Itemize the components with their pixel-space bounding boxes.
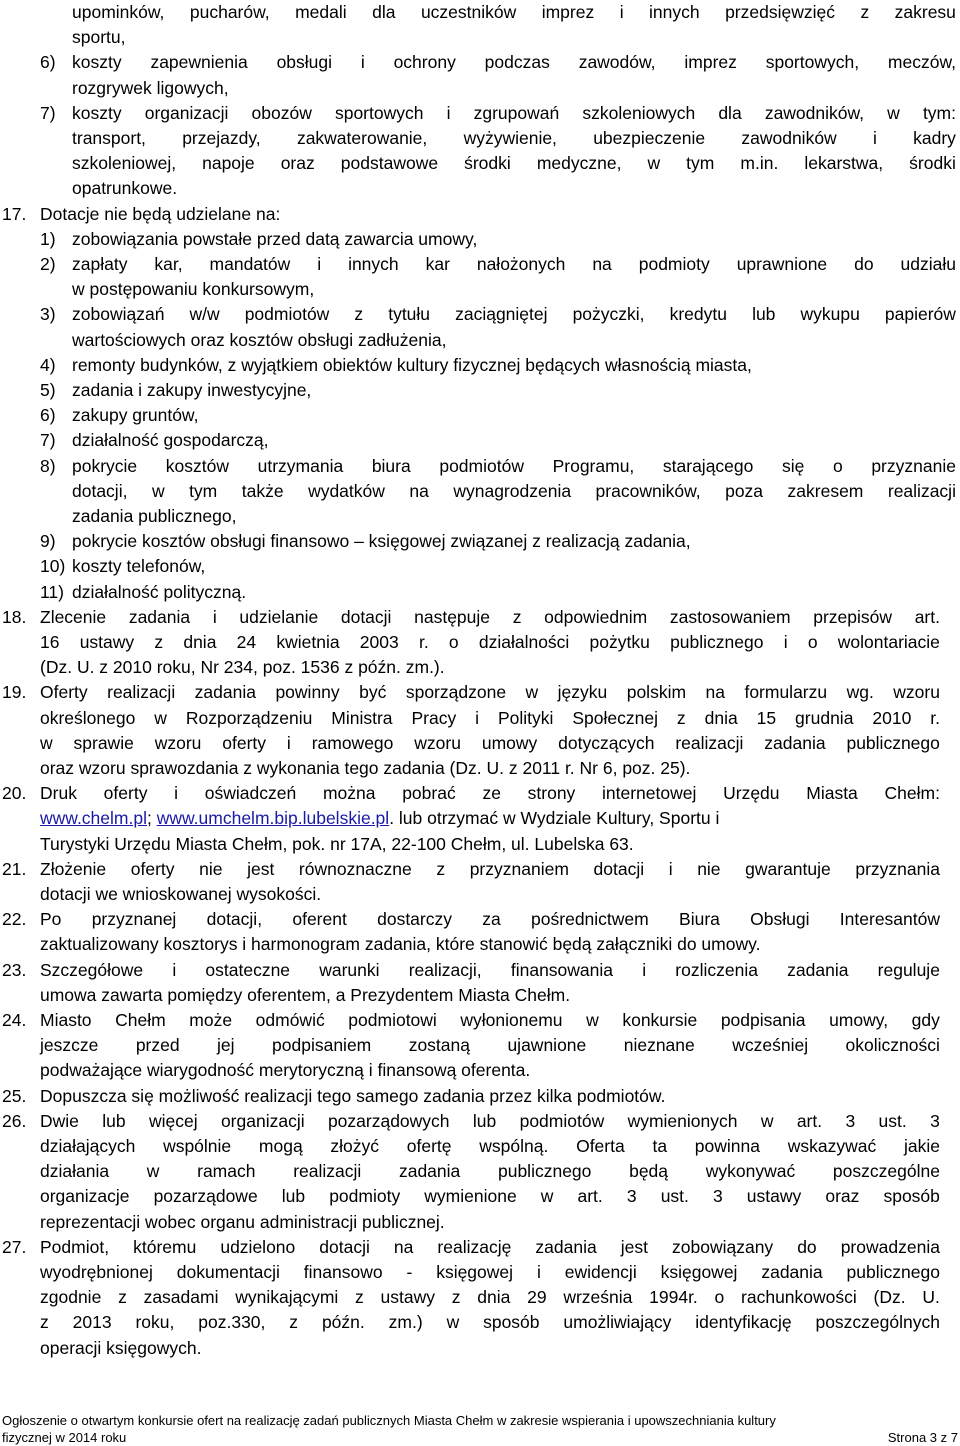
footer-year: fizycznej w 2014 roku — [2, 1430, 127, 1445]
list-item-text: koszty zapewnienia obsługi i ochrony podczas zawodów, imprez sportowych, meczów, — [72, 52, 956, 73]
section-text: Po przyznanej dotacji, oferent dostarczy za pośrednictwem Biura Obsługi Interesantów — [40, 909, 940, 930]
section-number: 24. — [2, 1010, 27, 1030]
list-item-text: działalność polityczną. — [72, 581, 247, 602]
list-item-text: sportu, — [72, 27, 126, 48]
section-text: Dotacje nie będą udzielane na: — [40, 203, 281, 224]
section-number: 23. — [2, 959, 27, 980]
list-item-text: zakupy gruntów, — [72, 405, 199, 426]
section-text: wyodrębnionej dokumentacji finansowo - księgowej i ewidencji księgowej zadania publicznego — [40, 1262, 940, 1282]
link-separator: ; — [146, 808, 157, 829]
list-item-text: pokrycie kosztów utrzymania biura podmiotów Programu, starającego się o przyznanie — [72, 455, 956, 476]
list-item-number: 7) — [40, 430, 56, 451]
section-text: (Dz. U. z 2010 roku, Nr 234, poz. 1536 z późn. zm.). — [40, 657, 445, 678]
section-text: w sprawie wzoru oferty i ramowego wzoru umowy dotyczących realizacji zadania publicznego — [40, 732, 940, 753]
list-item-number: 3) — [40, 304, 56, 325]
section-number: 19. — [2, 682, 27, 703]
list-item-number: 1) — [40, 228, 56, 249]
section-text: działania w ramach realizacji zadania publicznego będą wykonywać poszczególne — [40, 1161, 940, 1182]
list-item-text: dotacji, w tym także wydatków na wynagrodzenia pracowników, poza zakresem realizacji — [72, 480, 956, 501]
list-item-text: szkoleniowej, napoje oraz podstawowe środki medyczne, w tym m.in. lekarstwa, środki — [72, 153, 956, 174]
list-item-number: 9) — [40, 531, 56, 552]
list-item-number: 6) — [40, 52, 56, 73]
footer-title: Ogłoszenie o otwartym konkursie ofert na realizację zadań publicznych Miasta Chełm w zakresie wspierania i upowszechniania kultury — [2, 1413, 776, 1428]
section-text: oraz wzoru sprawozdania z wykonania tego zadania (Dz. U. z 2011 r. Nr 6, poz. 25). — [40, 758, 691, 778]
section-text-tail: . lub otrzymać w Wydziale Kultury, Sportu i — [389, 808, 720, 829]
section-number: 27. — [2, 1236, 27, 1257]
section-number: 26. — [2, 1110, 27, 1131]
section-text: Złożenie oferty nie jest równoznaczne z przyznaniem dotacji i nie gwarantuje przyznania — [40, 858, 940, 879]
list-item-text: pokrycie kosztów obsługi finansowo – księgowej związanej z realizacją zadania, — [72, 531, 691, 552]
section-text: Podmiot, któremu udzielono dotacji na realizację zadania jest zobowiązany do prowadzenia — [40, 1236, 940, 1257]
section-text: Druk oferty i oświadczeń można pobrać ze strony internetowej Urzędu Miasta Chełm: — [40, 783, 940, 804]
section-number: 18. — [2, 606, 27, 627]
list-item-text: koszty telefonów, — [72, 556, 206, 577]
list-item-number: 2) — [40, 254, 56, 274]
list-item-text: zadania publicznego, — [72, 506, 237, 526]
list-item-text: remonty budynków, z wyjątkiem obiektów kultury fizycznej będących własnością miasta, — [72, 354, 752, 375]
list-item-text: zobowiązań w/w podmiotów z tytułu zaciągniętej pożyczki, kredytu lub wykupu papierów — [72, 304, 956, 325]
section-text: Oferty realizacji zadania powinny być sporządzone w języku polskim na formularzu wg. wzoru — [40, 682, 940, 703]
section-number: 22. — [2, 909, 27, 930]
list-item-text: zobowiązania powstałe przed datą zawarcia umowy, — [72, 228, 478, 249]
section-number: 20. — [2, 783, 27, 804]
list-item-text: wartościowych oraz kosztów obsługi zadłużenia, — [72, 329, 447, 350]
list-item-number: 6) — [40, 405, 56, 426]
list-item-number: 4) — [40, 354, 56, 375]
list-item-text: działalność gospodarczą, — [72, 430, 269, 451]
section-text — [40, 807, 719, 829]
list-item-text: upominków, pucharów, medali dla uczestników imprez i innych przedsięwzięć z zakresu — [72, 2, 956, 22]
list-item-number: 10) — [40, 556, 66, 577]
section-text: organizacje pozarządowe lub podmioty wymienione w art. 3 ust. 3 ustawy oraz sposób — [40, 1186, 940, 1207]
list-item-number: 5) — [40, 380, 56, 400]
list-item-text: zadania i zakupy inwestycyjne, — [72, 380, 312, 400]
section-text: podważające wiarygodność merytoryczną i finansową oferenta. — [40, 1060, 531, 1081]
section-text: dotacji we wnioskowanej wysokości. — [40, 884, 322, 904]
page-number: Strona 3 z 7 — [887, 1430, 958, 1445]
list-item-text: zapłaty kar, mandatów i innych kar nałożonych na podmioty uprawnione do udziału — [72, 254, 956, 274]
list-item-number: 8) — [40, 455, 56, 476]
section-text: operacji księgowych. — [40, 1337, 202, 1358]
section-number: 25. — [2, 1085, 27, 1106]
list-item-text: koszty organizacji obozów sportowych i zgrupowań szkoleniowych dla zawodników, w tym: — [72, 102, 956, 123]
bip-website-link[interactable]: www.umchelm.bip.lubelskie.pl — [156, 808, 390, 829]
list-item-text: transport, przejazdy, zakwaterowanie, wyżywienie, ubezpieczenie zawodników i kadry — [72, 128, 956, 148]
section-number: 17. — [2, 203, 27, 224]
section-number: 21. — [2, 858, 27, 879]
list-item-text: rozgrywek ligowych, — [72, 77, 229, 98]
list-item-text: w postępowaniu konkursowym, — [72, 279, 315, 300]
list-item-number: 7) — [40, 102, 56, 123]
section-text: Zlecenie zadania i udzielanie dotacji następuje z odpowiednim zastosowaniem przepisów art. — [40, 606, 940, 627]
section-text: jeszcze przed jej podpisaniem zostaną ujawnione nieznane wcześniej okoliczności — [40, 1035, 940, 1056]
section-text: Miasto Chełm może odmówić podmiotowi wyłonionemu w konkursie podpisania umowy, gdy — [40, 1010, 940, 1030]
section-text: Dopuszcza się możliwość realizacji tego samego zadania przez kilka podmiotów. — [40, 1085, 666, 1106]
section-text: zaktualizowany kosztorys i harmonogram zadania, które stanowić będą załączniki do umowy. — [40, 934, 761, 955]
section-text: 16 ustawy z dnia 24 kwietnia 2003 r. o działalności pożytku publicznego i o wolontariacie — [40, 632, 940, 652]
section-text: reprezentacji wobec organu administracji publicznej. — [40, 1211, 445, 1232]
section-text: Turystyki Urzędu Miasta Chełm, pok. nr 17A, 22-100 Chełm, ul. Lubelska 63. — [40, 833, 634, 854]
section-text: Szczegółowe i ostateczne warunki realizacji, finansowania i rozliczenia zadania reguluje — [40, 959, 940, 980]
section-text: zgodnie z zasadami wynikającymi z ustawy z dnia 29 września 1994r. o rachunkowości (Dz. U. — [40, 1287, 940, 1308]
section-text: Dwie lub więcej organizacji pozarządowych lub podmiotów wymienionych w art. 3 ust. 3 — [40, 1110, 940, 1131]
section-text: umowa zawarta pomiędzy oferentem, a Prezydentem Miasta Chełm. — [40, 984, 571, 1005]
list-item-text: opatrunkowe. — [72, 178, 178, 199]
section-text: z 2013 roku, poz.330, z późn. zm.) w sposób umożliwiający identyfikację poszczególnych — [40, 1312, 940, 1333]
section-text: działających wspólnie mogą złożyć ofertę wspólną. Oferta ta powinna wskazywać jakie — [40, 1136, 940, 1156]
chelm-website-link[interactable]: www.chelm.pl — [40, 808, 147, 829]
section-text: określonego w Rozporządzeniu Ministra Pracy i Polityki Społecznej z dnia 15 grudnia 2010 r. — [40, 707, 940, 728]
list-item-number: 11) — [40, 581, 64, 602]
